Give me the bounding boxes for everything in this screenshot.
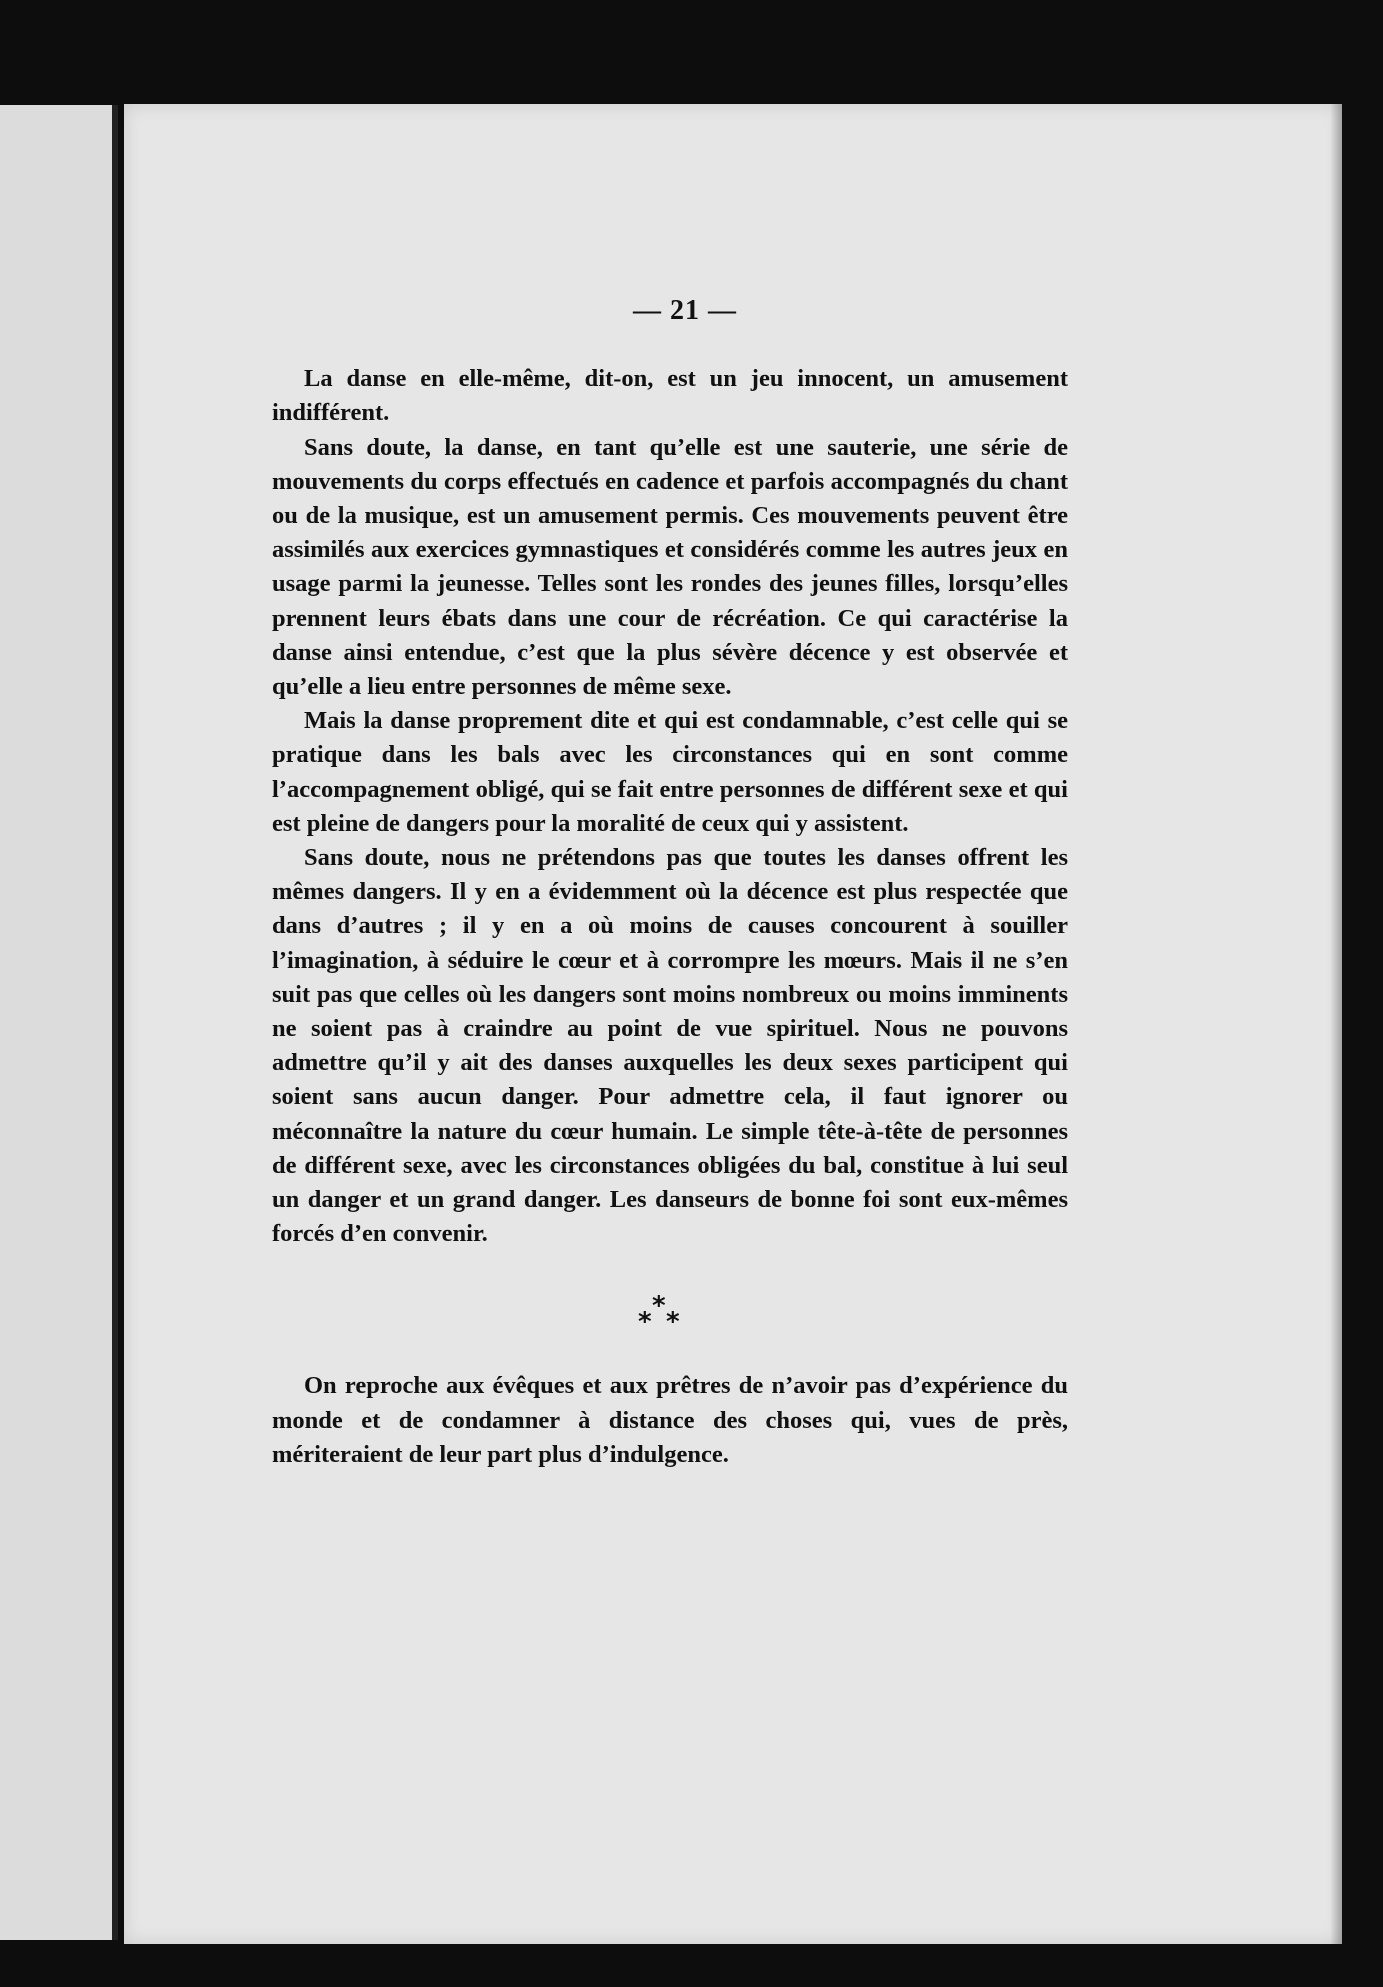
book-page	[124, 104, 1342, 1944]
facing-page-edge	[0, 105, 118, 1940]
paragraph-1: La danse en elle-même, dit-on, est un jeu innocent, un amusement indifférent.	[272, 365, 1068, 427]
paragraph-4: Sans doute, nous ne prétendons pas que toutes les danses offrent les mêmes dangers. Il y en a évidemment où la décence est plus respectée que dans d’autres ; il y en a où moins de causes concourent à souiller l’imagination, à séduire le cœur et à corrompre les mœurs. Mais il ne s’en suit pas que celles où les dangers sont moins nombreux ou moins imminents ne soient pas à craindre au point de vue spirituel. Nous ne pouvons admettre qu’il y ait des danses auxquelles les deux sexes participent qui soient sans aucun danger. Pour admettre cela, il faut ignorer ou méconnaître la nature du cœur humain. Le simple tête-à-tête de personnes de différent sexe, avec les circonstances obligées du bal, constitue à lui seul un danger et un grand danger. Les danseurs de bonne foi sont eux-mêmes forcés d’en convenir.	[272, 844, 1068, 1248]
asterism-star: *	[666, 1307, 680, 1338]
asterism-star: *	[652, 1291, 666, 1322]
paragraph-3: Mais la danse proprement dite et qui est condamnable, c’est celle qui se pratique dans les bals avec les circonstances qui en sont comme l’accompagnement obligé, qui se fait entre personnes de différent sexe et qui est pleine de dangers pour la moralité de ceux qui y assistent.	[272, 707, 1068, 837]
asterism-star: *	[638, 1307, 652, 1338]
paragraph-5: On reproche aux évêques et aux prêtres de n’avoir pas d’expérience du monde et de condamner à distance des choses qui, vues de près, mériteraient de leur part plus d’indulgence.	[272, 1372, 1068, 1468]
asterism-separator	[272, 1251, 1068, 1361]
page-text-block	[272, 294, 1068, 1472]
paragraph-2: Sans doute, la danse, en tant qu’elle est une sauterie, une série de mouvements du corps effectués en cadence et parfois accompagnés du chant ou de la musique, est un amusement permis. Ces mouvements peuvent être assimilés aux exercices gymnastiques et considérés comme les autres jeux en usage parmi la jeunesse. Telles sont les rondes des jeunes filles, lorsqu’elles prennent leurs ébats dans une cour de récréation. Ce qui caractérise la danse ainsi entendue, c’est que la plus sévère décence y est observée et qu’elle a lieu entre personnes de même sexe.	[272, 433, 1068, 701]
page-number: — 21 —	[633, 295, 737, 326]
